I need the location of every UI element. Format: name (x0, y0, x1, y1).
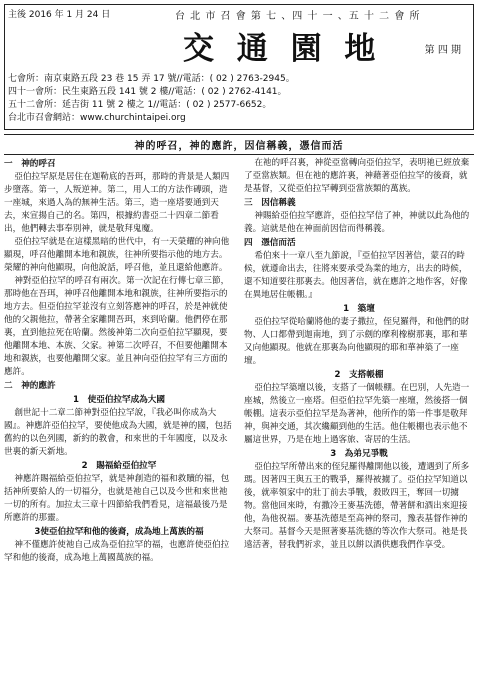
church-name: 台 北 市 召 會 第 七 、四 十 一 、五 十 二 會 所 (175, 11, 421, 22)
article-body (4, 157, 474, 687)
address-hall-41: 四十一會所：民生東路五段 141 號 2 樓//電話：( 02 ) 2762-4141。 (8, 87, 287, 97)
subheading: 1 築壇 (343, 304, 375, 314)
subheading: 2 支搭帳棚 (334, 370, 384, 380)
article-headline: 神的呼召，神的應許，因信稱義，憑信而活 (4, 134, 474, 155)
left-column (4, 157, 234, 687)
address-hall-52: 五十二會所：延吉街 11 號 2 樓之 1//電話：( 02 ) 2577-6652。 (8, 100, 272, 110)
paragraph: 神賜給亞伯拉罕應許，亞伯拉罕信了神，神就以此為他的義。這就是他在神面前因信而得稱義。 (244, 211, 470, 234)
paragraph: 亞伯拉罕從哈蘭將他的妻子撒拉，侄兒羅得，和他們的財物、人口都帶到迦南地，到了示劍的摩利橡樹那裏，耶和華又向他顯現。他就在那裏為向他顯現的耶和華神築了一座壇。 (244, 317, 470, 366)
newsletter-title: 交 通 園 地 (183, 31, 382, 67)
paragraph: 創世記十二章二節神對亞伯拉罕說，『我必叫你成為大國』。神應許亞伯拉罕，要使他成為大國，就是神的國，包括舊約的以色列國，新約的教會，和來世的千年國度，以及永世裏的新天新地。 (4, 408, 232, 457)
subheading: 1 使亞伯拉罕成為大國 (73, 395, 165, 405)
section-heading: 四 憑信而活 (244, 238, 296, 248)
paragraph: 神對亞伯拉罕的呼召有兩次。第一次記在行傳七章三節，那時他在吾珥，神呼召他離開本地和親族，往神所要指示的地方去。但亞伯拉罕並沒有立刻答應神的呼召，於是神就使他的父親他拉，帶著全家離開吾珥，來到哈蘭。他們停在那裏，直到他拉死在哈蘭。然後神第二次向亞伯拉罕顯現，要他離開本地、本族、父家。神第二次呼召，不但要他離開本地和親族，也要他離開父家。並且神向亞伯拉罕有三方面的應許。 (4, 276, 230, 377)
section-heading: 二 神的應許 (4, 381, 56, 391)
right-column (244, 157, 474, 687)
subheading: 3使亞伯拉罕和他的後裔，成為地上萬族的福 (34, 527, 204, 537)
newsletter-page (4, 4, 474, 687)
paragraph: 希伯來十一章八至九節說，『亞伯拉罕因著信，蒙召的時候，就遵命出去，往將來要承受為業的地方，出去的時候，還不知道要往那裏去。他因著信，就在應許之地作客，好像在異地居住帳棚。』 (244, 251, 468, 300)
section-heading: 三 因信稱義 (244, 198, 296, 208)
paragraph: 神應許賜福給亞伯拉罕，就是神創造的福和救贖的福，包括神所要給人的一切福分，也就是祂自己以及今世和來世祂一切的所有。加拉太三章十四節給我們看見，這福最後乃是所應許的那靈。 (4, 474, 230, 523)
paragraph: 亞伯拉罕原是居住在迦勒底的吾珥，那時的背景是人類四步墮落。第一，人叛逆神。第二，用人工的方法作磚頭，造一座城，來過人為的無神生活。第三，造一座塔要通到天去，來宣揚自己的名。第四，根據約書亞二十四章二節看出，他們轉去事奉別神，就是敬拜鬼魔。 (4, 172, 230, 234)
paragraph: 亞伯拉罕築壇以後，支搭了一個帳棚。在巴別，人先造一座城，然後立一座塔。但亞伯拉罕先築一座壇，然後搭一個帳棚。這表示亞伯拉罕是為著神，他所作的第一件事是敬拜神，與神交通，其次纔顧到他的生活。他住帳棚也表示他不屬這世界，乃是在地上過客旅、寄居的生活。 (244, 383, 470, 445)
paragraph: 在祂的呼召裏，神從亞當轉向亞伯拉罕，表明祂已經放棄了亞當族類。但在祂的應許裏，神藉著亞伯拉罕的後裔，就是基督，又從亞伯拉罕轉到亞當族類的萬族。 (244, 158, 470, 194)
website-line: 台北市召會網站：www.churchintaipei.org (8, 113, 186, 123)
paragraph: 亞伯拉罕就是在這樣黑暗的世代中，有一天榮耀的神向他顯現，呼召他離開本地和親族，往神所要指示他的地方去。榮耀的神向他顯現，向他說話，呼召他，並且還給他應許。 (4, 237, 230, 273)
address-hall-7: 七會所：南京東路五段 23 巷 15 弄 17 號//電話：( 02 ) 2763-2945。 (8, 74, 295, 84)
masthead (4, 4, 474, 130)
section-heading: 一 神的呼召 (4, 159, 56, 169)
issue-date: 主後 2016 年 1 月 24 日 (8, 10, 111, 20)
subheading: 3 為弟兄爭戰 (330, 449, 388, 459)
paragraph: 神不僅應許使祂自己成為亞伯拉罕的福，也應許使亞伯拉罕和他的後裔，成為地上萬國萬族的福。 (4, 540, 230, 563)
subheading: 2 賜福給亞伯拉罕 (81, 461, 157, 471)
paragraph: 亞伯拉罕所帶出來的侄兒羅得離開他以後，遭遇到了所多瑪。因著四王與五王的戰爭，羅得被擄了。亞伯拉罕知道以後，就率領家中的壯丁前去爭戰，殺敗四王，奪回一切擄物。當他回來時，有撒冷王麥基洗德，帶著餅和酒出來迎接他，為他祝福。麥基洗德是至高神的祭司，豫表基督作神的大祭司。基督今天是照著麥基洗德的等次作大祭司。祂是長遠活著，替我們祈求，並且以餅以酒供應我們作享受。 (244, 462, 470, 550)
issue-number: 第 四 期 (424, 45, 461, 56)
